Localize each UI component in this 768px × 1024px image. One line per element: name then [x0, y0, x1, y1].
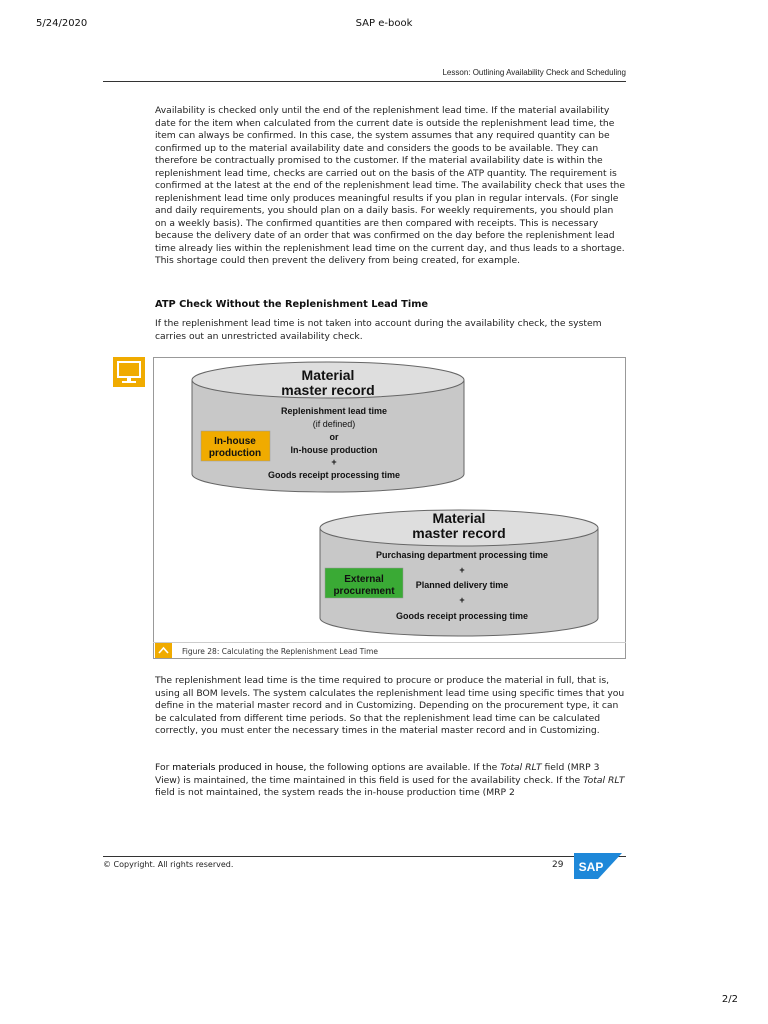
cyl1-line: + [331, 457, 337, 467]
cyl1-line: Replenishment lead time [280, 406, 388, 416]
inhouse-badge-line2: production [208, 448, 262, 459]
header-rule [103, 81, 626, 82]
cyl1-line: or [329, 432, 339, 442]
cylinder-inhouse [192, 362, 464, 492]
cyl2-line: + [459, 595, 465, 605]
footer-rule [103, 856, 626, 857]
materials-in-house-term: materials produced in house, [172, 762, 307, 773]
p4-text-a: the following options are available. If the [306, 762, 501, 773]
total-rlt-field: Total RLT [500, 762, 542, 773]
sap-logo [574, 853, 622, 883]
cyl1-title-1: Material [301, 367, 355, 383]
total-rlt-field: Total RLT [583, 774, 625, 786]
print-page-count: 2/2 [721, 994, 738, 1005]
monitor-icon [113, 357, 145, 391]
paragraph-rlt-definition: The replenishment lead time is the time required to procure or produce the material in full, that is, using all BOM levels. The system calculates the replenishment lead time using specific times that you define in the material master record and in Customizing. Depending on the procurement type, it can be calculated from different time periods. So that the replenishment lead time can be calculated correctly, you must enter the necessary times in the material master record and in Customizing. [155, 675, 625, 736]
external-badge-line1: External [344, 574, 384, 585]
p4-text-b: field (MRP 3 View) is maintained, the time maintained in this field is used for the availability check. If the [155, 762, 600, 786]
cyl1-title-2: master record [281, 382, 375, 398]
cyl1-line: (if defined) [312, 419, 356, 429]
page-number: 29 [552, 860, 564, 870]
print-title: SAP e-book [355, 18, 413, 29]
sap-logo-text: SAP [578, 860, 604, 874]
cyl2-title-2: master record [412, 525, 506, 541]
collapse-figure-button[interactable] [155, 643, 172, 658]
print-date: 5/24/2020 [36, 18, 88, 29]
paragraph-unrestricted: If the replenishment lead time is not taken into account during the availability check, the system carries out an unrestricted availability check. [155, 318, 602, 342]
cyl2-title-1: Material [432, 510, 486, 526]
figure-caption: Figure 28: Calculating the Replenishment Lead Time [182, 647, 379, 656]
cyl1-line: In-house production [290, 445, 378, 455]
chevron-up-icon [155, 643, 172, 658]
copyright: © Copyright. All rights reserved. [103, 860, 234, 869]
external-badge-line2: procurement [333, 586, 395, 597]
cyl2-line: Planned delivery time [415, 580, 509, 590]
cyl2-line: + [459, 565, 465, 575]
cyl1-line: Goods receipt processing time [267, 470, 401, 480]
p4-prefix: For [155, 762, 173, 773]
caption-divider [153, 642, 626, 643]
section-heading: ATP Check Without the Replenishment Lead Time [155, 299, 429, 310]
paragraph-in-house [155, 762, 627, 800]
cylinder-external [320, 510, 598, 636]
p4-text-c: field is not maintained, the system reads the in-house production time (MRP 2 [155, 787, 515, 798]
rlt-diagram [154, 358, 625, 658]
cyl2-line: Goods receipt processing time [395, 611, 529, 621]
lesson-header: Lesson: Outlining Availability Check and Scheduling [442, 68, 626, 77]
inhouse-badge-line1: In-house [214, 436, 256, 447]
figure-frame [153, 357, 626, 659]
cyl2-line: Purchasing department processing time [375, 550, 549, 560]
paragraph-rlt-check: Availability is checked only until the end of the replenishment lead time. If the material availability date for the item when calculated from the current date is outside the replenishment lead time, the item can always be confirmed. In this case, the system assumes that any required quantity can be confirmed up to the material availability date and considers the goods to be available. They can therefore be contractually promised to the customer. If the material availability date is within the replenishment lead time, checks are carried out on the basis of the ATP quantity. The requirement is confirmed at the latest at the end of the replenishment lead time. The availability check that uses the replenishment lead time only produces meaningful results if you plan in regular intervals. (For single and daily requirements, you should plan on a daily basis. For weekly requirements, you should plan on a weekly basis). The confirmed quantities are then compared with receipts. This is necessary because the delivery date of an order that was confirmed on the day before the replenishment lead time already lies within the replenishment lead time on the current day, and thus leads to a shortage. This shortage could then prevent the delivery from being created, for example. [155, 105, 626, 266]
